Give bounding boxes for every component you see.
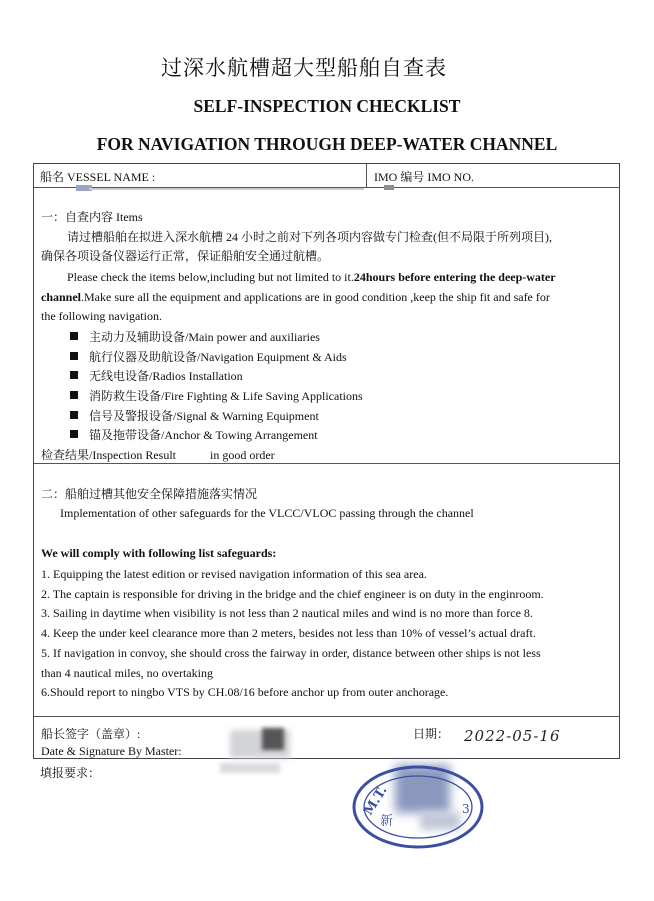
safeguard-item: 6.Should report to ningbo VTS by CH.08/16 before anchor up from outer anchorage. xyxy=(41,685,449,699)
intro-en-line1: Please check the items below,including but not limited to it.24hours before entering the deep-water xyxy=(67,270,556,284)
comply-heading: We will comply with following list safeguards: xyxy=(41,546,277,560)
bullet-square-icon xyxy=(70,352,78,360)
title-english-line2: FOR NAVIGATION THROUGH DEEP-WATER CHANNEL xyxy=(96,134,558,154)
check-item: 航行仪器及助航设备/Navigation Equipment & Aids xyxy=(70,348,347,368)
master-signature-en-label: Date & Signature By Master: xyxy=(41,744,182,758)
section-safeguards xyxy=(34,464,619,717)
check-item: 消防救生设备/Fire Fighting & Life Saving Applications xyxy=(70,387,363,407)
check-item: 主动力及辅助设备/Main power and auxiliaries xyxy=(70,328,320,348)
check-item: 信号及警报设备/Signal & Warning Equipment xyxy=(70,407,319,427)
safeguard-item: 1. Equipping the latest edition or revised navigation information of this sea area. xyxy=(41,567,427,581)
bullet-square-icon xyxy=(70,371,78,379)
vessel-header-row xyxy=(34,164,619,188)
date-cn-label: 日期： xyxy=(413,727,450,741)
header-divider xyxy=(366,164,367,188)
redacted-fill-text xyxy=(220,763,280,773)
title-chinese: 过深水航槽超大型船舶自查表 xyxy=(161,56,447,80)
safeguard-item-continued: than 4 nautical miles, no overtaking xyxy=(41,666,213,680)
check-item: 锚及拖带设备/Anchor & Towing Arrangement xyxy=(70,426,318,446)
safeguard-item: 3. Sailing in daytime when visibility is not less than 2 nautical miles and wind is no more than force 8. xyxy=(41,606,533,620)
redacted-signature-mark xyxy=(262,728,284,750)
intro-cn-line2: 确保各项设备仪器运行正常，保证船舶安全通过航槽。 xyxy=(41,249,330,263)
check-item: 无线电设备/Radios Installation xyxy=(70,367,243,387)
bullet-square-icon xyxy=(70,391,78,399)
intro-cn-line1: 请过槽船舶在拟进入深水航槽 24 小时之前对下列各项内容做专门检查(但不局限于所列项目), xyxy=(67,230,552,244)
bullet-square-icon xyxy=(70,430,78,438)
vessel-name-label: 船名 VESSEL NAME : xyxy=(40,170,156,184)
ship-stamp-seal xyxy=(346,753,494,851)
safeguard-item: 4. Keep the under keel clearance more than 2 meters, besides not less than 10% of vessel’s actual draft. xyxy=(41,626,536,640)
inspection-result-value: in good order xyxy=(210,448,275,462)
checklist-form xyxy=(33,163,620,759)
bullet-square-icon xyxy=(70,411,78,419)
bullet-square-icon xyxy=(70,332,78,340)
handwritten-date: 2022-05-16 xyxy=(464,727,561,745)
safeguard-item: 5. If navigation in convoy, she should cross the fairway in order, distance between other ships is not less xyxy=(41,646,541,660)
section1-heading: 一：自查内容 Items xyxy=(41,210,143,224)
master-signature-cn-label: 船长签字（盖章）: xyxy=(41,727,141,741)
fill-requirements-label: 填报要求： xyxy=(40,766,101,780)
svg-text:3: 3 xyxy=(462,802,470,816)
intro-en-line3: the following navigation. xyxy=(41,309,162,323)
intro-en-line2: channel.Make sure all the equipment and applications are in good condition ,keep the ship fit and safe for xyxy=(41,290,550,304)
section2-subheading: Implementation of other safeguards for the VLCC/VLOC passing through the channel xyxy=(60,506,474,520)
imo-label: IMO 编号 IMO NO. xyxy=(374,170,474,184)
svg-text:M.T.: M.T. xyxy=(361,783,391,819)
section-items xyxy=(34,188,619,464)
safeguard-item: 2. The captain is responsible for driving in the bridge and the chief engineer is on duty in the enginroom. xyxy=(41,587,544,601)
section2-heading: 二：船舶过槽其他安全保障措施落实情况 xyxy=(41,487,258,501)
svg-text:新: 新 xyxy=(380,814,394,829)
title-english-line1: SELF-INSPECTION CHECKLIST xyxy=(193,96,461,116)
inspection-result-label: 检查结果/Inspection Result xyxy=(41,448,176,462)
